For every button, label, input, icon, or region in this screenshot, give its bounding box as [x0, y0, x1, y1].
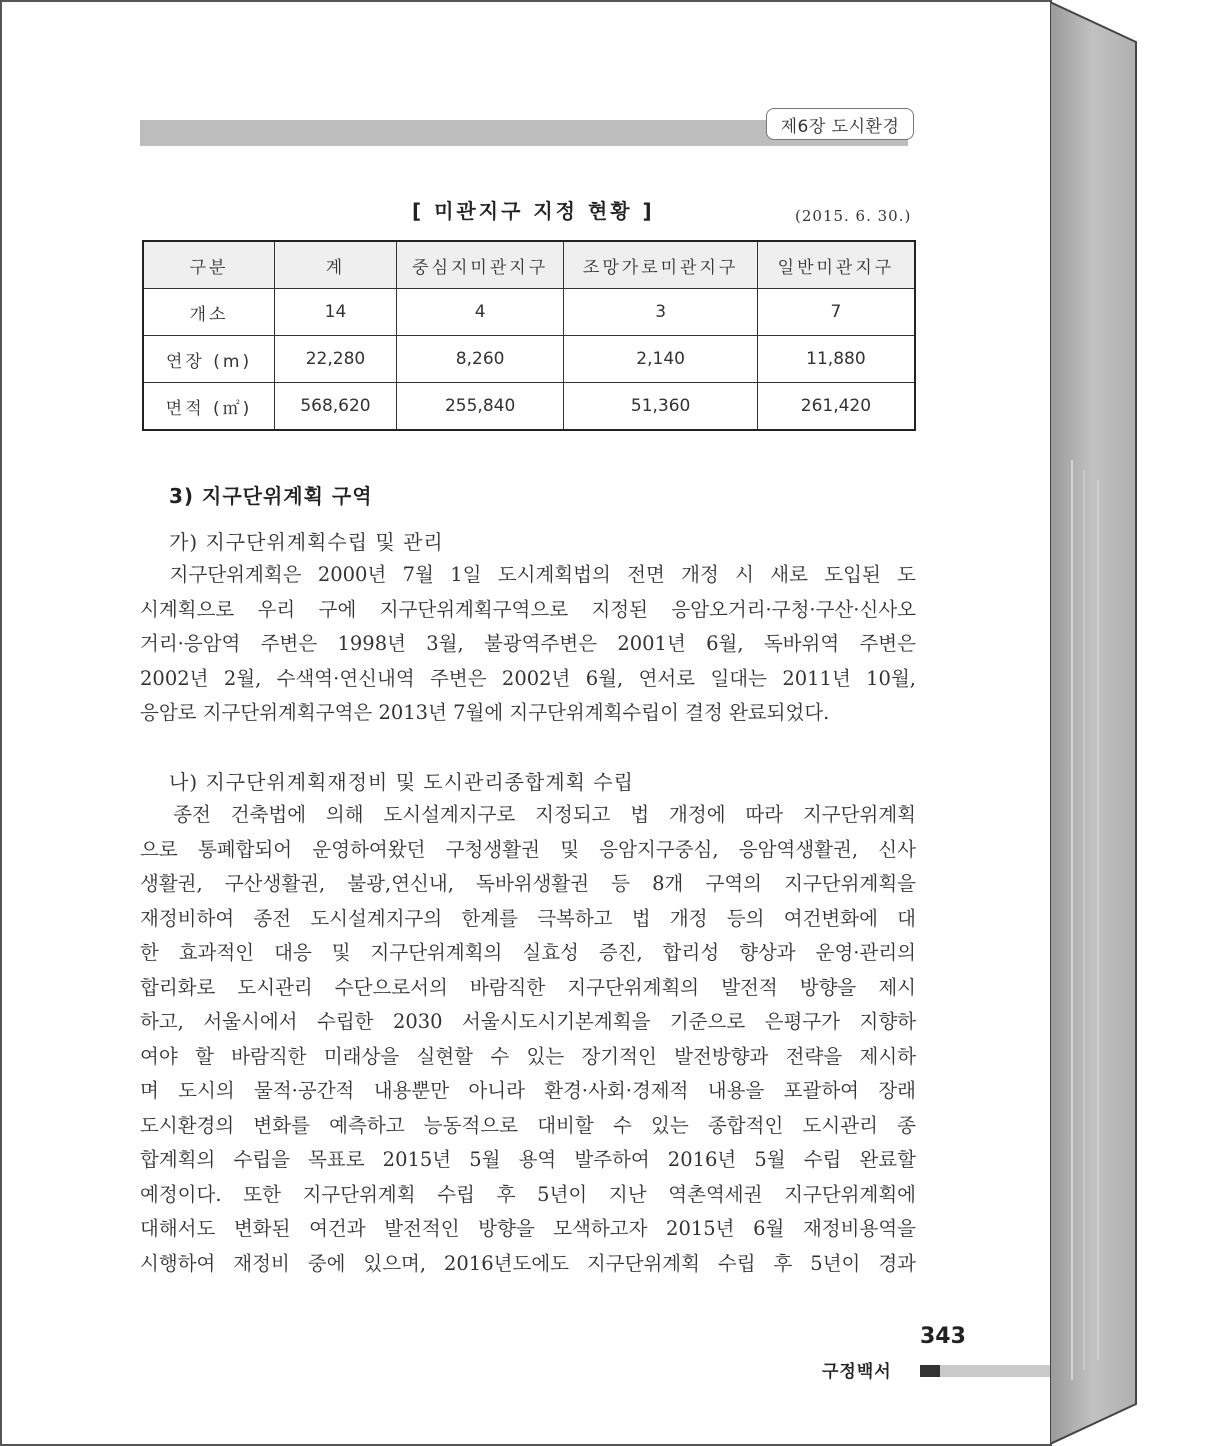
text-line: 시계획으로 우리 구에 지구단위계획구역으로 지정된 응암오거리·구청·구산·신사오 [140, 597, 916, 621]
table-cell: 2,140 [564, 336, 757, 383]
text-line: 도시환경의 변화를 예측하고 능동적으로 대비할 수 있는 종합적인 도시관리 종 [140, 1113, 916, 1137]
text-line: 거리·응암역 주변은 1998년 3월, 불광역주변은 2001년 6월, 독바위역 주변은 [140, 632, 916, 655]
text-line: 합리화로 도시관리 수단으로서의 바람직한 지구단위계획의 발전적 방향을 제시 [140, 975, 916, 999]
table-header-row [143, 241, 915, 289]
footer-bar [940, 1365, 1054, 1377]
table-row [143, 289, 915, 336]
book-name: 구정백서 [822, 1362, 892, 1382]
page-number: 343 [920, 1324, 966, 1349]
table-cell: 22,280 [275, 336, 397, 383]
table-cell: 8,260 [396, 336, 564, 383]
text-line: 지구단위계획은 2000년 7월 1일 도시계획법의 전면 개정 시 새로 도입된 도 [140, 563, 916, 586]
text-line: 으로 통폐합되어 운영하여왔던 구청생활권 및 응암지구중심, 응암역생활권, 신사 [140, 837, 916, 861]
table-cell: 4 [396, 289, 564, 336]
text-line: 응암로 지구단위계획구역은 2013년 7월에 지구단위계획수립이 결정 완료되었다. [140, 701, 830, 724]
book-page-edge [1050, 0, 1140, 1446]
section-title: 3) 지구단위계획 구역 [169, 484, 373, 508]
column-header: 조망가로미관지구 [564, 241, 757, 289]
table-cell: 51,360 [564, 383, 757, 431]
table-row [143, 383, 915, 431]
column-header: 구분 [143, 241, 275, 289]
text-line: 2002년 2월, 수색역·연신내역 주변은 2002년 6월, 연서로 일대는 2011년 10월, [140, 666, 916, 690]
subsection-title-a: 가) 지구단위계획수립 및 관리 [169, 530, 444, 554]
paragraph-b [140, 798, 916, 1281]
footer-accent [920, 1365, 940, 1377]
text-line: 재정비하여 종전 도시설계지구의 한계를 극복하고 법 개정 등의 여건변화에 대 [140, 906, 916, 930]
subsection-title-b: 나) 지구단위계획재정비 및 도시관리종합계획 수립 [169, 770, 634, 794]
table-cell: 3 [564, 289, 757, 336]
column-header: 중심지미관지구 [396, 241, 564, 289]
text-line: 며 도시의 물적·공간적 내용뿐만 아니라 환경·사회·경제적 내용을 포괄하여 장래 [140, 1079, 916, 1102]
chapter-tag: 제6장 도시환경 [766, 108, 914, 140]
row-label: 개소 [143, 289, 275, 336]
table-cell: 11,880 [757, 336, 915, 383]
table-cell: 568,620 [275, 383, 397, 431]
column-header: 일반미관지구 [757, 241, 915, 289]
table-cell: 7 [757, 289, 915, 336]
row-label: 연장 (m) [143, 336, 275, 383]
text-line: 합계획의 수립을 목표로 2015년 5월 용역 발주하여 2016년 5월 수립 완료할 [140, 1148, 916, 1171]
paragraph-a [140, 558, 916, 731]
table-cell: 261,420 [757, 383, 915, 431]
text-line: 대해서도 변화된 여건과 발전적인 방향을 모색하고자 2015년 6월 재정비용역을 [140, 1217, 916, 1240]
text-line: 한 효과적인 대응 및 지구단위계획의 실효성 증진, 합리성 향상과 운영·관리의 [140, 941, 916, 964]
table-title: [ 미관지구 지정 현황 ] [412, 199, 655, 223]
text-line: 시행하여 재정비 중에 있으며, 2016년도에도 지구단위계획 수립 후 5년이 경과 [140, 1251, 916, 1275]
table-cell: 14 [275, 289, 397, 336]
text-line: 예정이다. 또한 지구단위계획 수립 후 5년이 지난 역촌역세권 지구단위계획에 [140, 1182, 916, 1206]
table-date: (2015. 6. 30.) [795, 207, 912, 225]
text-line: 하고, 서울시에서 수립한 2030 서울시도시기본계획을 기준으로 은평구가 지향하 [140, 1010, 916, 1033]
table-row [143, 336, 915, 383]
column-header: 계 [275, 241, 397, 289]
text-line: 생활권, 구산생활권, 불광,연신내, 독바위생활권 등 8개 구역의 지구단위계획을 [140, 872, 916, 895]
row-label: 면적 (㎡) [143, 383, 275, 431]
table-cell: 255,840 [396, 383, 564, 431]
designation-table [142, 240, 916, 431]
text-line: 여야 할 바람직한 미래상을 실현할 수 있는 장기적인 발전방향과 전략을 제시하 [140, 1044, 916, 1068]
text-line: 종전 건축법에 의해 도시설계지구로 지정되고 법 개정에 따라 지구단위계획 [140, 803, 916, 826]
